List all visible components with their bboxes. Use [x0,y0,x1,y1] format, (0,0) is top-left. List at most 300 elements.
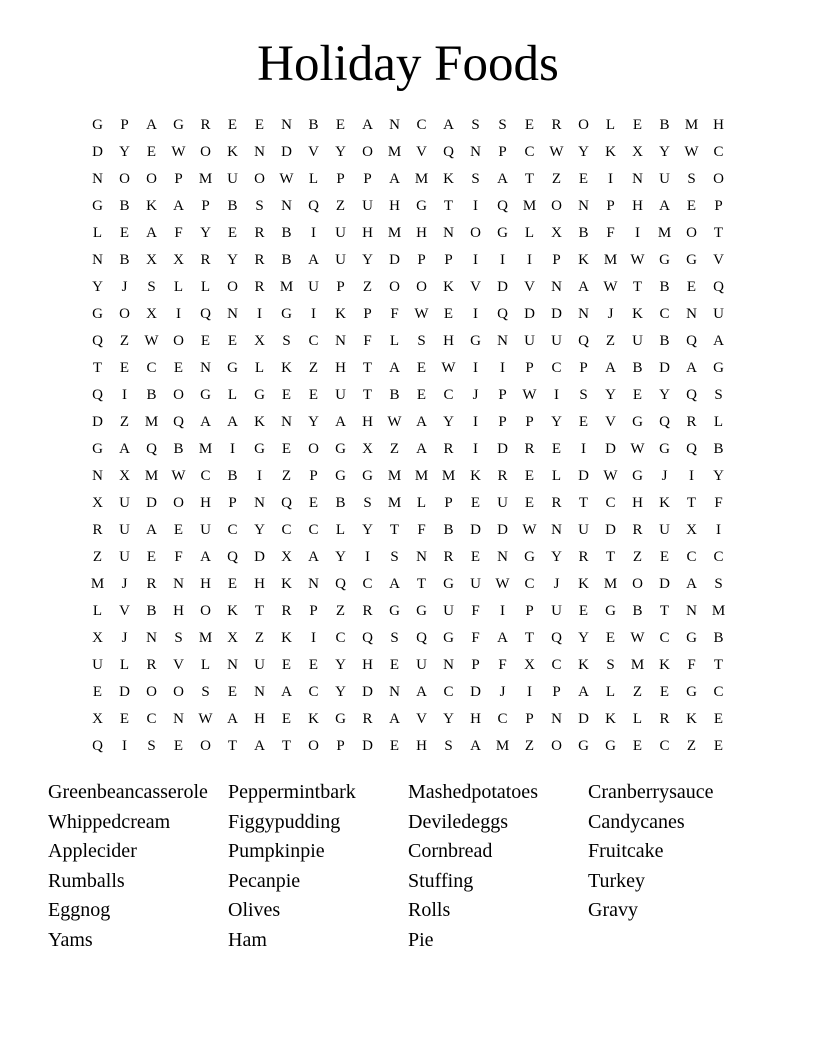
grid-letter: U [524,333,535,349]
grid-letter: O [200,603,211,619]
grid-letter: L [416,495,427,511]
grid-letter: E [281,657,292,673]
grid-letter: D [578,468,589,484]
grid-letter: V [416,711,427,727]
grid-letter: G [686,684,697,700]
grid-letter: U [335,387,346,403]
word-list-item: Pecanpie [228,869,301,892]
grid-letter: W [387,414,402,430]
grid-letter: P [309,603,318,619]
grid-letter: V [713,252,724,268]
grid-letter: N [497,549,508,565]
grid-letter: X [632,144,643,160]
grid-letter: A [227,711,238,727]
grid-letter: H [389,198,400,214]
grid-letter: W [171,468,186,484]
grid-letter: A [308,549,319,565]
grid-letter: K [281,630,292,646]
grid-letter: A [389,171,400,187]
grid-letter: Q [92,738,103,754]
grid-letter: I [311,630,316,646]
grid-letter: U [470,576,481,592]
grid-letter: M [684,117,699,133]
grid-letter: J [121,630,128,646]
grid-letter: U [632,333,643,349]
grid-letter: W [522,522,537,538]
grid-letter: E [632,117,643,133]
grid-letter: W [630,630,645,646]
grid-letter: E [713,738,724,754]
grid-letter: N [335,333,346,349]
grid-letter: S [174,630,183,646]
grid-letter: I [500,252,505,268]
grid-letter: E [605,630,616,646]
grid-letter: Y [578,630,589,646]
grid-letter: O [146,684,157,700]
grid-letter: V [470,279,481,295]
grid-letter: R [632,522,643,538]
grid-letter: L [227,387,238,403]
grid-letter: Y [362,522,373,538]
grid-letter: T [416,576,427,592]
grid-letter: V [173,657,184,673]
grid-letter: A [119,441,130,457]
grid-letter: K [443,171,454,187]
grid-letter: N [254,495,265,511]
grid-letter: C [146,360,157,376]
grid-letter: I [311,225,316,241]
grid-letter: A [335,414,346,430]
grid-letter: C [200,468,211,484]
grid-letter: A [686,576,697,592]
grid-letter: Q [335,576,346,592]
grid-letter: N [443,225,454,241]
grid-letter: W [549,144,564,160]
grid-letter: Q [659,414,670,430]
grid-letter: E [416,387,427,403]
grid-letter: C [605,495,616,511]
grid-letter: S [147,738,156,754]
grid-letter: E [659,684,670,700]
grid-letter: E [227,576,238,592]
grid-letter: H [470,711,481,727]
grid-letter: E [686,279,697,295]
grid-letter: E [173,522,184,538]
grid-letter: S [471,117,480,133]
grid-letter: D [605,522,616,538]
grid-letter: P [336,738,345,754]
grid-letter: R [362,603,373,619]
grid-letter: B [308,117,319,133]
grid-letter: K [146,198,157,214]
grid-letter: E [119,360,130,376]
grid-letter: S [579,387,588,403]
grid-letter: E [146,549,157,565]
grid-letter: S [147,279,156,295]
grid-letter: H [443,333,454,349]
grid-letter: I [500,603,505,619]
grid-letter: U [659,171,670,187]
grid-letter: E [416,360,427,376]
grid-letter: E [281,711,292,727]
grid-letter: D [605,441,616,457]
grid-letter: G [335,711,346,727]
grid-letter: E [524,117,535,133]
grid-letter: E [308,657,319,673]
grid-letter: A [200,549,211,565]
grid-letter: P [120,117,129,133]
grid-letter: R [497,468,508,484]
grid-letter: A [362,117,373,133]
grid-letter: O [308,441,319,457]
grid-letter: Z [335,198,346,214]
grid-letter: O [362,144,373,160]
word-list-item: Fruitcake [588,840,664,863]
grid-letter: A [686,360,697,376]
grid-letter: W [684,144,699,160]
grid-letter: C [686,549,697,565]
grid-letter: L [524,225,535,241]
grid-letter: G [713,360,724,376]
grid-letter: W [630,252,645,268]
grid-letter: O [470,225,481,241]
grid-letter: C [146,711,157,727]
grid-letter: D [254,549,265,565]
grid-letter: H [632,198,643,214]
grid-letter: E [308,387,319,403]
grid-letter: Q [200,306,211,322]
grid-letter: A [497,171,508,187]
grid-letter: Z [281,468,292,484]
grid-letter: L [92,603,103,619]
grid-letter: B [119,198,130,214]
grid-letter: X [146,306,157,322]
grid-letter: O [551,198,562,214]
grid-letter: R [200,117,211,133]
grid-letter: B [173,441,184,457]
grid-letter: V [416,144,427,160]
grid-letter: I [473,441,478,457]
grid-letter: Q [551,630,562,646]
grid-letter: N [227,657,238,673]
grid-letter: I [473,306,478,322]
grid-letter: T [443,198,454,214]
grid-letter: G [92,198,103,214]
grid-letter: M [144,468,159,484]
grid-letter: U [416,657,427,673]
grid-letter: L [254,360,265,376]
grid-letter: B [281,225,292,241]
grid-letter: W [603,279,618,295]
grid-letter: I [635,225,640,241]
grid-letter: W [279,171,294,187]
grid-letter: L [551,468,562,484]
grid-letter: S [498,117,507,133]
grid-letter: C [713,549,724,565]
grid-letter: I [311,306,316,322]
grid-letter: U [335,252,346,268]
grid-letter: E [173,738,184,754]
grid-letter: D [362,738,373,754]
grid-letter: I [473,198,478,214]
grid-letter: U [362,198,373,214]
grid-letter: X [362,441,373,457]
grid-letter: B [578,225,589,241]
grid-letter: H [254,576,265,592]
grid-letter: E [227,117,238,133]
grid-letter: K [281,576,292,592]
grid-letter: B [335,495,346,511]
grid-letter: F [687,657,696,673]
grid-letter: C [497,711,508,727]
grid-letter: Y [335,657,346,673]
grid-letter: P [714,198,723,214]
grid-letter: P [444,495,453,511]
grid-letter: E [146,144,157,160]
grid-letter: T [524,630,535,646]
grid-letter: I [608,171,613,187]
grid-letter: B [146,387,157,403]
grid-letter: X [551,225,562,241]
grid-letter: C [659,630,670,646]
grid-letter: O [146,171,157,187]
grid-letter: N [281,117,292,133]
grid-letter: N [308,576,319,592]
grid-letter: T [686,495,697,511]
grid-letter: R [146,576,157,592]
grid-letter: G [470,333,481,349]
grid-letter: Q [686,387,697,403]
grid-letter: Q [308,198,319,214]
grid-letter: R [524,441,535,457]
grid-letter: O [200,738,211,754]
word-list-item: Figgypudding [228,810,341,833]
grid-letter: F [390,306,399,322]
grid-letter: Q [416,630,427,646]
grid-letter: A [659,198,670,214]
grid-letter: L [308,171,319,187]
grid-letter: L [335,522,346,538]
grid-letter: L [173,279,184,295]
grid-letter: D [281,144,292,160]
grid-letter: G [605,738,616,754]
grid-letter: A [389,711,400,727]
grid-letter: U [254,657,265,673]
grid-letter: M [603,252,618,268]
word-list-item: Eggnog [48,899,111,922]
grid-letter: P [552,252,561,268]
grid-letter: U [308,279,319,295]
grid-letter: Y [443,414,454,430]
grid-letter: K [254,414,265,430]
grid-letter: U [443,603,454,619]
grid-letter: P [525,603,534,619]
grid-letter: O [416,279,427,295]
grid-letter: S [417,333,426,349]
grid-letter: T [389,522,400,538]
grid-letter: E [578,414,589,430]
grid-letter: M [279,279,294,295]
grid-letter: O [713,171,724,187]
grid-letter: Y [578,144,589,160]
grid-letter: X [92,630,103,646]
grid-letter: E [92,684,103,700]
grid-letter: S [390,630,399,646]
grid-letter: K [659,657,670,673]
grid-letter: A [416,441,427,457]
grid-letter: D [470,522,481,538]
grid-letter: N [551,279,562,295]
grid-letter: L [605,117,616,133]
grid-letter: S [390,549,399,565]
grid-letter: G [92,306,103,322]
grid-letter: P [498,144,507,160]
grid-letter: B [227,198,238,214]
grid-letter: D [578,711,589,727]
grid-letter: O [173,333,184,349]
grid-letter: W [441,360,456,376]
grid-letter: R [254,252,265,268]
grid-letter: A [416,684,427,700]
grid-letter: D [92,414,103,430]
grid-letter: I [122,738,127,754]
grid-letter: N [146,630,157,646]
grid-letter: R [254,279,265,295]
grid-letter: C [524,144,535,160]
grid-letter: L [713,414,724,430]
grid-letter: G [659,441,670,457]
grid-letter: S [444,738,453,754]
puzzle-title: Holiday Foods [257,36,559,92]
grid-letter: L [389,333,400,349]
grid-letter: C [416,117,427,133]
grid-letter: P [606,198,615,214]
grid-letter: A [308,252,319,268]
grid-letter: Z [605,333,616,349]
grid-letter: X [146,252,157,268]
grid-letter: T [578,495,589,511]
grid-letter: H [254,711,265,727]
grid-letter: N [470,144,481,160]
grid-letter: M [387,468,402,484]
grid-letter: F [363,333,372,349]
grid-letter: Q [578,333,589,349]
grid-letter: N [578,198,589,214]
grid-letter: I [581,441,586,457]
grid-letter: C [443,387,454,403]
grid-letter: C [308,522,319,538]
grid-letter: D [659,576,670,592]
grid-letter: E [173,360,184,376]
grid-letter: J [499,684,506,700]
letter-grid [84,112,732,760]
grid-letter: E [578,171,589,187]
grid-letter: X [227,630,238,646]
grid-letter: G [254,387,265,403]
word-list-item: Applecider [48,840,137,863]
grid-letter: Y [443,711,454,727]
grid-letter: N [92,252,103,268]
grid-letter: N [173,711,184,727]
grid-letter: U [551,603,562,619]
grid-letter: M [414,171,429,187]
grid-letter: P [498,387,507,403]
grid-letter: L [605,684,616,700]
grid-letter: E [443,306,454,322]
grid-letter: I [554,387,559,403]
grid-letter: R [659,711,670,727]
grid-letter: M [387,144,402,160]
grid-letter: P [525,360,534,376]
grid-letter: C [551,360,562,376]
grid-letter: L [200,657,211,673]
grid-letter: B [389,387,400,403]
grid-letter: H [416,225,427,241]
grid-letter: Z [362,279,373,295]
grid-letter: W [414,306,429,322]
grid-letter: O [200,144,211,160]
grid-letter: N [173,576,184,592]
grid-letter: S [282,333,291,349]
grid-letter: U [578,522,589,538]
grid-letter: G [389,603,400,619]
grid-letter: N [416,549,427,565]
grid-letter: A [146,225,157,241]
grid-letter: N [443,657,454,673]
grid-letter: T [659,603,670,619]
grid-letter: C [308,684,319,700]
grid-letter: O [686,225,697,241]
grid-letter: E [200,333,211,349]
grid-letter: A [470,738,481,754]
grid-letter: I [500,360,505,376]
grid-letter: K [605,144,616,160]
grid-letter: B [632,603,643,619]
grid-letter: N [686,603,697,619]
word-list-item: Mashedpotatoes [408,781,538,803]
grid-letter: B [713,630,724,646]
grid-letter: M [495,738,510,754]
grid-letter: C [713,684,724,700]
grid-letter: G [443,630,454,646]
grid-letter: C [551,657,562,673]
grid-letter: U [335,225,346,241]
grid-letter: E [227,684,238,700]
grid-letter: Z [308,360,319,376]
grid-letter: R [254,225,265,241]
grid-letter: B [146,603,157,619]
grid-letter: H [362,225,373,241]
grid-letter: B [632,360,643,376]
grid-letter: V [308,144,319,160]
grid-letter: R [551,495,562,511]
word-list-item: Pie [408,928,434,951]
grid-letter: E [551,441,562,457]
grid-letter: H [713,117,724,133]
grid-letter: H [362,414,373,430]
grid-letter: M [198,441,213,457]
grid-letter: Z [389,441,400,457]
grid-letter: P [552,684,561,700]
grid-letter: E [119,225,130,241]
grid-letter: G [659,252,670,268]
word-list-item: Yams [48,928,93,951]
grid-letter: C [362,576,373,592]
grid-letter: S [606,657,615,673]
grid-letter: N [686,306,697,322]
grid-letter: T [524,171,535,187]
grid-letter: A [281,684,292,700]
